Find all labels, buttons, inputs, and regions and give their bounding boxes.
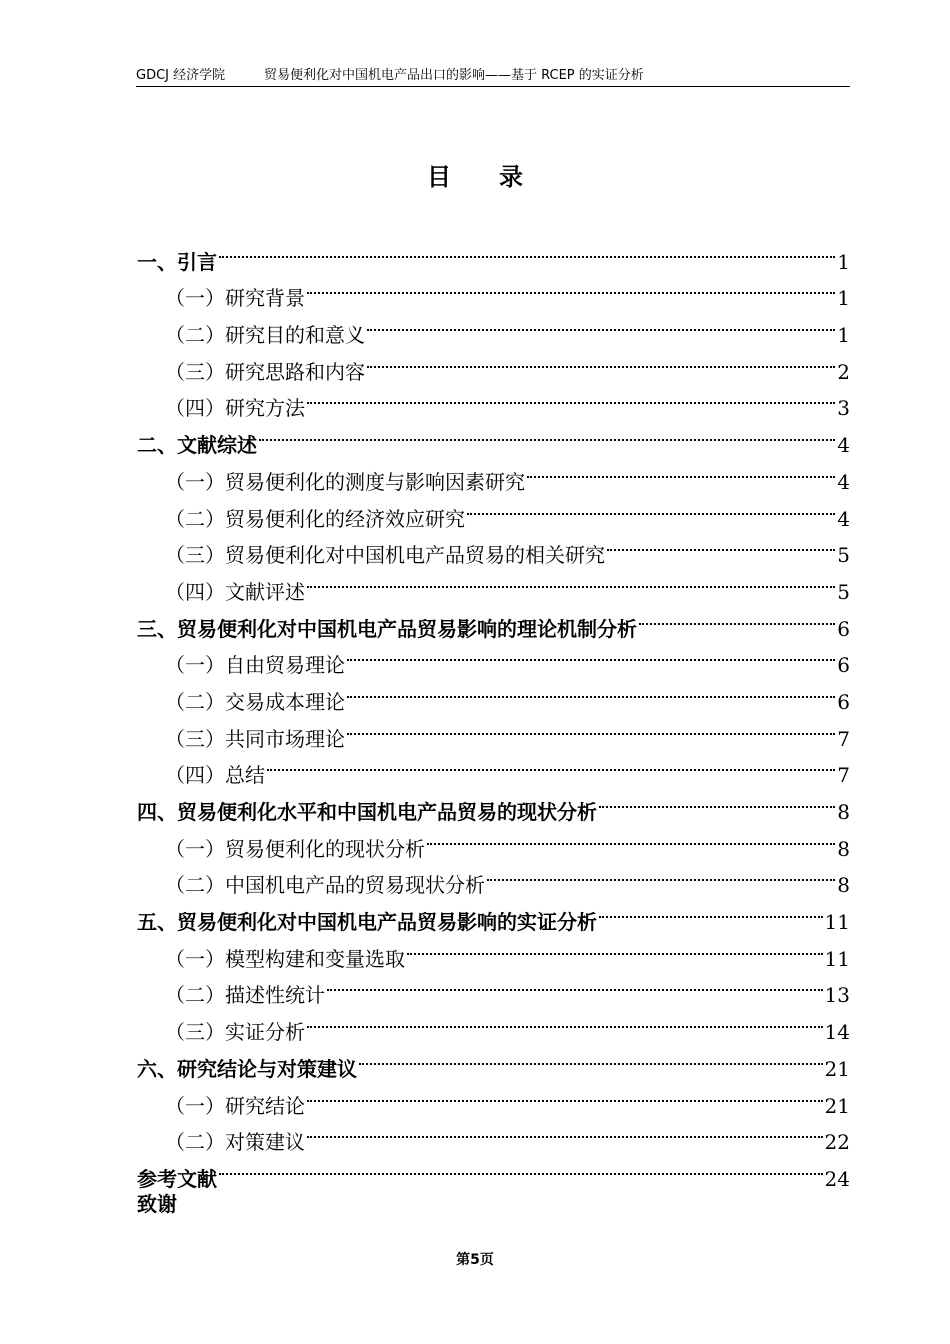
toc-entry-label: （一）贸易便利化的测度与影响因素研究 [165,469,525,494]
toc-dot-leader [527,452,835,489]
toc-entry-label: 五、贸易便利化对中国机电产品贸易影响的实证分析 [137,910,597,935]
toc-entry-label: （三）实证分析 [165,1020,305,1045]
toc-entry-page: 5 [837,543,850,568]
toc-title: 目录 [427,162,571,191]
toc-dot-leader [347,709,835,746]
toc-entry-page: 4 [837,469,850,494]
toc-entry-label: （二）中国机电产品的贸易现状分析 [165,873,485,898]
toc-entry-label: （二）对策建议 [165,1130,305,1155]
toc-dot-leader [367,305,835,342]
toc-dot-leader [219,1149,823,1186]
toc-dot-leader [487,856,835,893]
toc-entry-page: 21 [824,1056,850,1081]
toc-dot-leader [639,599,835,636]
toc-entry-page: 7 [837,763,850,788]
toc-dot-leader [359,1039,823,1076]
toc-entry-page: 11 [824,910,850,935]
toc-entry-page: 4 [837,433,850,458]
toc-dot-leader [599,892,823,929]
page-number: 第5页 [456,1252,494,1268]
toc-dot-leader [267,746,835,783]
toc-entry-label: （四）总结 [165,763,265,788]
toc-dot-leader [307,562,835,599]
toc-entry-label: （三）研究思路和内容 [165,359,365,384]
toc-entry-label: （二）贸易便利化的经济效应研究 [165,506,465,531]
toc-dot-leader [307,1113,823,1150]
toc-chapter-entry[interactable] [137,1149,850,1191]
toc-dot-leader [347,672,835,709]
toc-entry-page: 22 [824,1130,850,1155]
toc-dot-leader [407,929,823,966]
toc-chapter-entry[interactable] [137,1186,850,1223]
toc-entry-label: 四、贸易便利化水平和中国机电产品贸易的现状分析 [137,800,597,824]
toc-dot-leader [347,636,835,673]
running-header [136,66,850,87]
toc-entry-page: 8 [837,800,850,824]
toc-entry-page: 5 [837,579,850,604]
toc-entry-page: 11 [824,946,850,971]
toc-entry-label: （二）交易成本理论 [165,689,345,714]
toc-dot-leader [307,269,835,306]
toc-entry-page: 6 [837,689,850,714]
toc-dot-leader [599,782,835,819]
toc-section-entry[interactable] [137,269,850,311]
toc-dot-leader [427,819,835,856]
toc-entry-label: （四）文献评述 [165,579,305,604]
toc-dot-leader [307,379,835,416]
toc-chapter-entry[interactable] [137,232,850,274]
toc-entry-label: 参考文献 [137,1166,217,1191]
toc-entry-label: （一）贸易便利化的现状分析 [165,836,425,861]
toc-entry-page: 13 [824,983,850,1008]
toc-dot-leader [307,1002,823,1039]
toc-entry-label: （三）共同市场理论 [165,726,345,751]
header-thesis-title: 贸易便利化对中国机电产品出口的影响——基于 RCEP 的实证分析 [264,68,644,83]
header-school: GDCJ 经济学院 [136,68,226,83]
toc-entry-page: 1 [837,286,850,311]
toc-entry-page: 6 [837,653,850,678]
toc-dot-leader [467,489,835,526]
toc-entry-page: 4 [837,506,850,531]
toc-entry-label: （四）研究方法 [165,396,305,421]
toc-dot-leader [607,526,835,563]
toc-entry-page: 2 [837,359,850,384]
toc-dot-leader [219,232,835,269]
toc-entry-page: 6 [837,616,850,641]
toc-entry-label: （一）研究结论 [165,1093,305,1118]
toc-entry-label: （一）研究背景 [165,286,305,311]
toc-dot-leader [259,415,835,452]
toc-entry-label: （二）研究目的和意义 [165,323,365,348]
toc-entry-page: 8 [837,836,850,861]
toc-entry-page: 1 [837,323,850,348]
toc-entry-label: （一）模型构建和变量选取 [165,946,405,971]
toc-entry-label: 六、研究结论与对策建议 [137,1056,357,1081]
toc-entry-label: 致谢 [137,1191,177,1216]
toc-entry-label: 一、引言 [137,249,217,274]
toc-entry-page: 7 [837,726,850,751]
toc-entry-page: 3 [837,396,850,421]
toc-entry-page: 8 [837,873,850,898]
toc-entry-label: 二、文献综述 [137,433,257,458]
toc-entry-label: 三、贸易便利化对中国机电产品贸易影响的理论机制分析 [137,616,637,641]
toc-entry-label: （一）自由贸易理论 [165,653,345,678]
toc-dot-leader [307,1076,823,1113]
toc-entry-page: 21 [824,1093,850,1118]
toc-entry-page: 1 [837,249,850,274]
table-of-contents [137,232,850,1223]
toc-entry-label: （二）描述性统计 [165,983,325,1008]
toc-dot-leader [327,966,823,1003]
toc-entry-page: 14 [824,1020,850,1045]
toc-entry-page: 24 [824,1166,850,1191]
toc-dot-leader [367,342,835,379]
toc-entry-label: （三）贸易便利化对中国机电产品贸易的相关研究 [165,543,605,568]
